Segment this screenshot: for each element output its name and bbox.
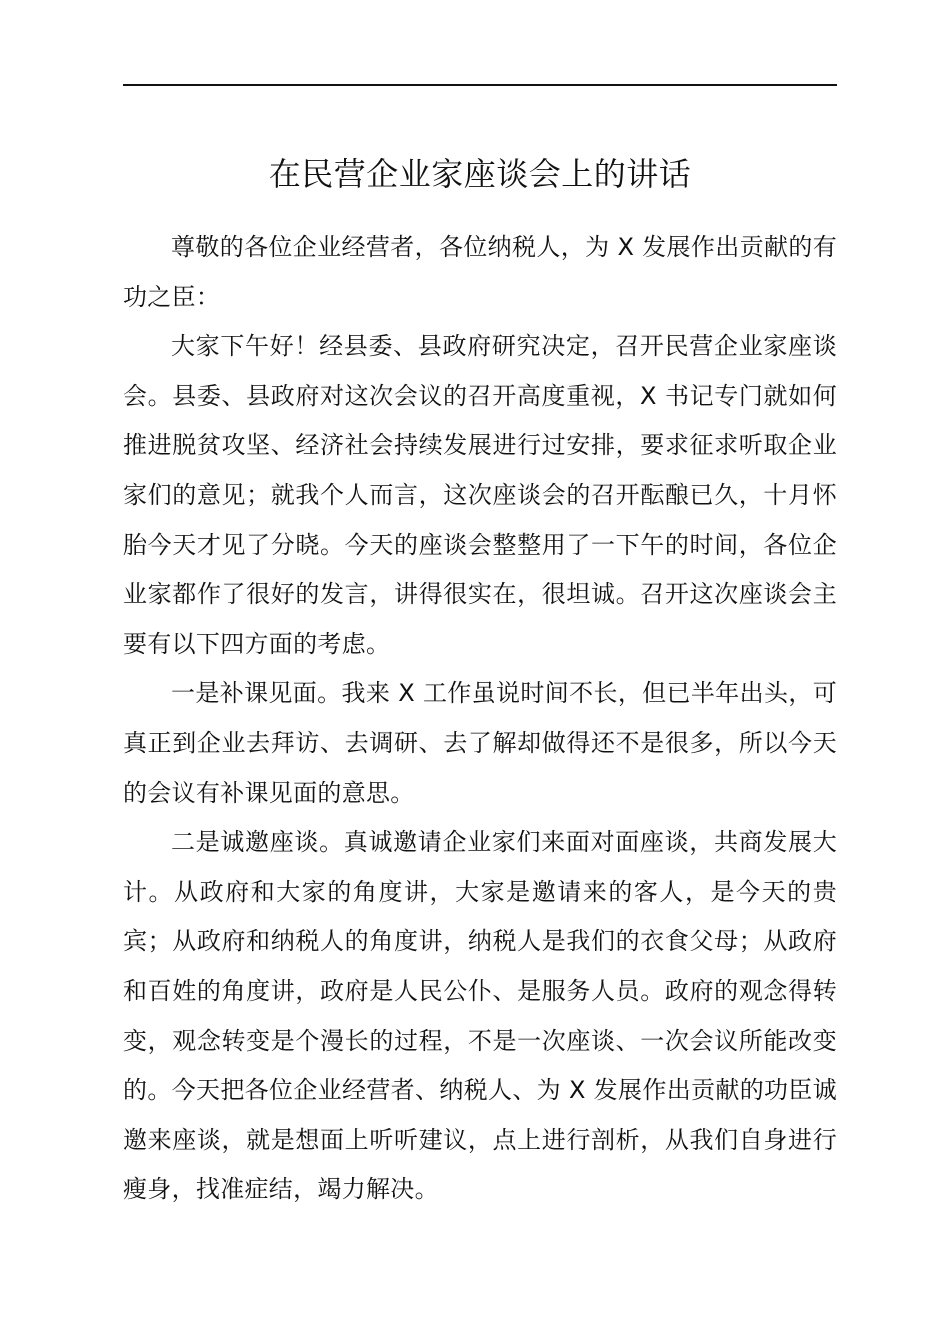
paragraph-point-two: 二是诚邀座谈。真诚邀请企业家们来面对面座谈，共商发展大计。从政府和大家的角度讲，大家是邀请来的客人，是今天的贵宾；从政府和纳税人的角度讲，纳税人是我们的衣食父母；从政府和百姓的角度讲，政府是人民公仆、是服务人员。政府的观念得转变，观念转变是个漫长的过程，不是一次座谈、一次会议所能改变的。今天把各位企业经营者、纳税人、为 X 发展作出贡献的功臣诚邀来座谈，就是想面上听听建议，点上进行剖析，从我们自身进行瘦身，找准症结，竭力解决。 — [123, 828, 837, 1204]
header-rule — [123, 84, 837, 86]
document-body — [123, 223, 837, 1215]
document-title: 在民营企业家座谈会上的讲话 — [268, 155, 692, 193]
paragraph-opening: 大家下午好！经县委、县政府研究决定，召开民营企业家座谈会。县委、县政府对这次会议的召开高度重视，X 书记专门就如何推进脱贫攻坚、经济社会持续发展进行过安排，要求征求听取企业家们的意见；就我个人而言，这次座谈会的召开酝酿已久，十月怀胎今天才见了分晓。今天的座谈会整整用了一下午的时间，各位企业家都作了很好的发言，讲得很实在，很坦诚。召开这次座谈会主要有以下四方面的考虑。 — [123, 332, 837, 658]
paragraph-point-one: 一是补课见面。我来 X 工作虽说时间不长，但已半年出头，可真正到企业去拜访、去调研、去了解却做得还不是很多，所以今天的会议有补课见面的意思。 — [123, 679, 837, 807]
paragraph-salutation: 尊敬的各位企业经营者，各位纳税人，为 X 发展作出贡献的有功之臣： — [123, 233, 837, 311]
